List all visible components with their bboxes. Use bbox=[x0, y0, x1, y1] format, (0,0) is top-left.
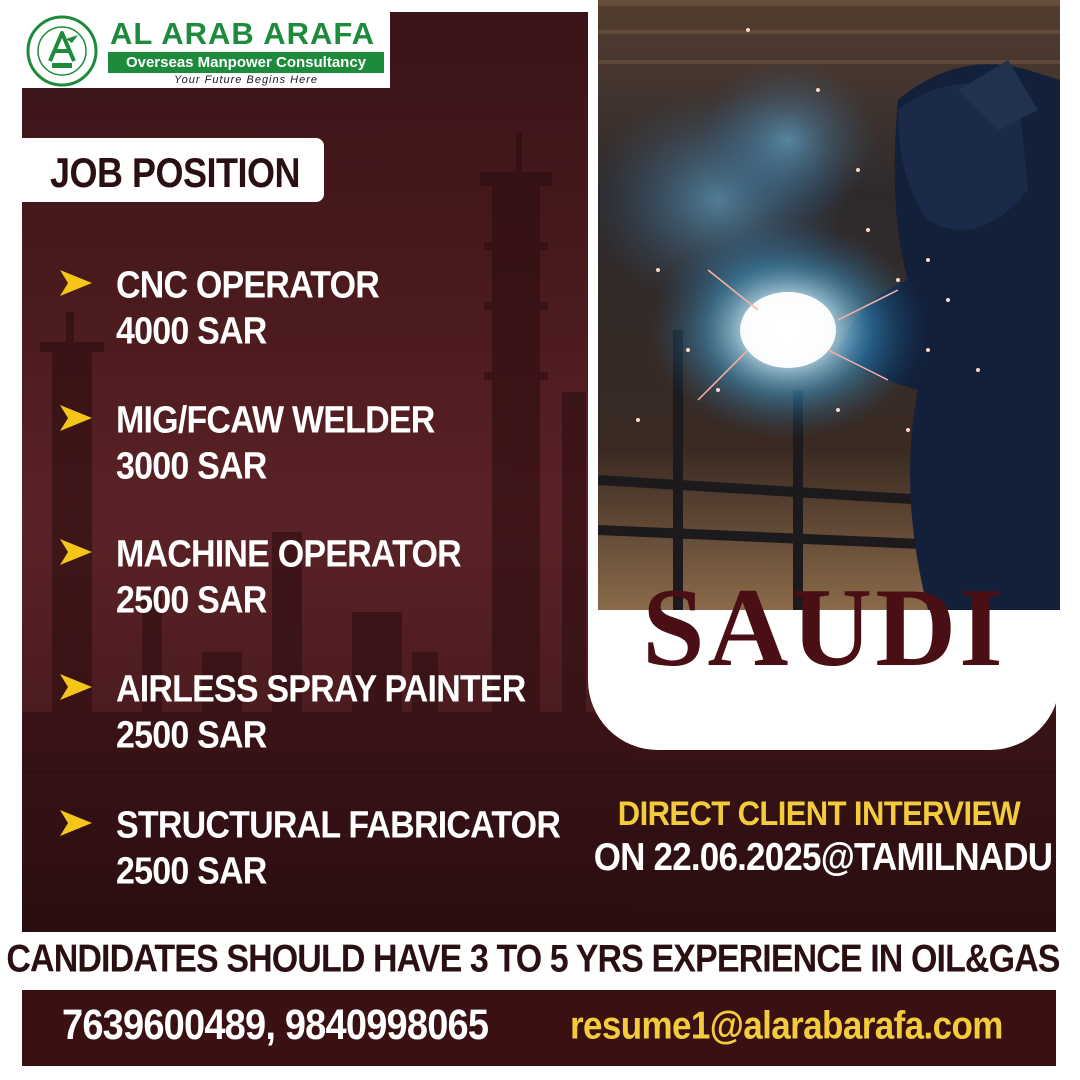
job-title: STRUCTURAL FABRICATOR bbox=[116, 804, 561, 847]
welder-photo-card bbox=[588, 0, 1060, 750]
job-item bbox=[58, 668, 558, 768]
arrow-right-icon bbox=[58, 268, 94, 298]
requirement-strip bbox=[0, 936, 1080, 990]
job-salary: 2500 SAR bbox=[116, 579, 267, 622]
job-salary: 2500 SAR bbox=[116, 714, 267, 757]
interview-title: DIRECT CLIENT INTERVIEW bbox=[617, 794, 1021, 833]
arrow-right-icon bbox=[58, 403, 94, 433]
job-title: AIRLESS SPRAY PAINTER bbox=[116, 668, 526, 711]
job-title: MACHINE OPERATOR bbox=[116, 533, 461, 576]
brand-tagline: Your Future Begins Here bbox=[173, 74, 319, 86]
logo-emblem-icon bbox=[26, 15, 98, 87]
welder-photo-image bbox=[598, 0, 1060, 610]
job-item bbox=[58, 264, 558, 364]
job-salary: 3000 SAR bbox=[116, 445, 267, 488]
job-item bbox=[58, 804, 561, 904]
job-salary: 4000 SAR bbox=[116, 310, 267, 353]
brand-subtitle: Overseas Manpower Consultancy bbox=[108, 52, 384, 73]
company-logo bbox=[22, 12, 390, 88]
arrow-right-icon bbox=[58, 537, 94, 567]
contact-bar bbox=[22, 990, 1056, 1066]
job-item bbox=[58, 399, 558, 499]
interview-date-location: ON 22.06.2025@TAMILNADU bbox=[593, 836, 1053, 879]
brand-name: AL ARAB ARAFA bbox=[110, 16, 376, 51]
country-name: SAUDI bbox=[642, 566, 1006, 690]
email-address[interactable]: resume1@alarabarafa.com bbox=[570, 1004, 1003, 1048]
job-title: CNC OPERATOR bbox=[116, 264, 380, 307]
phone-numbers[interactable]: 7639600489, 9840998065 bbox=[62, 1002, 489, 1050]
job-salary: 2500 SAR bbox=[116, 850, 267, 893]
job-title: MIG/FCAW WELDER bbox=[116, 399, 435, 442]
arrow-right-icon bbox=[58, 672, 94, 702]
job-item bbox=[58, 533, 558, 633]
requirement-text: CANDIDATES SHOULD HAVE 3 TO 5 YRS EXPERIENCE IN OIL&GAS bbox=[6, 937, 1060, 981]
arrow-right-icon bbox=[58, 808, 94, 838]
section-title: JOB POSITION bbox=[50, 149, 301, 197]
job-position-header bbox=[22, 138, 324, 202]
